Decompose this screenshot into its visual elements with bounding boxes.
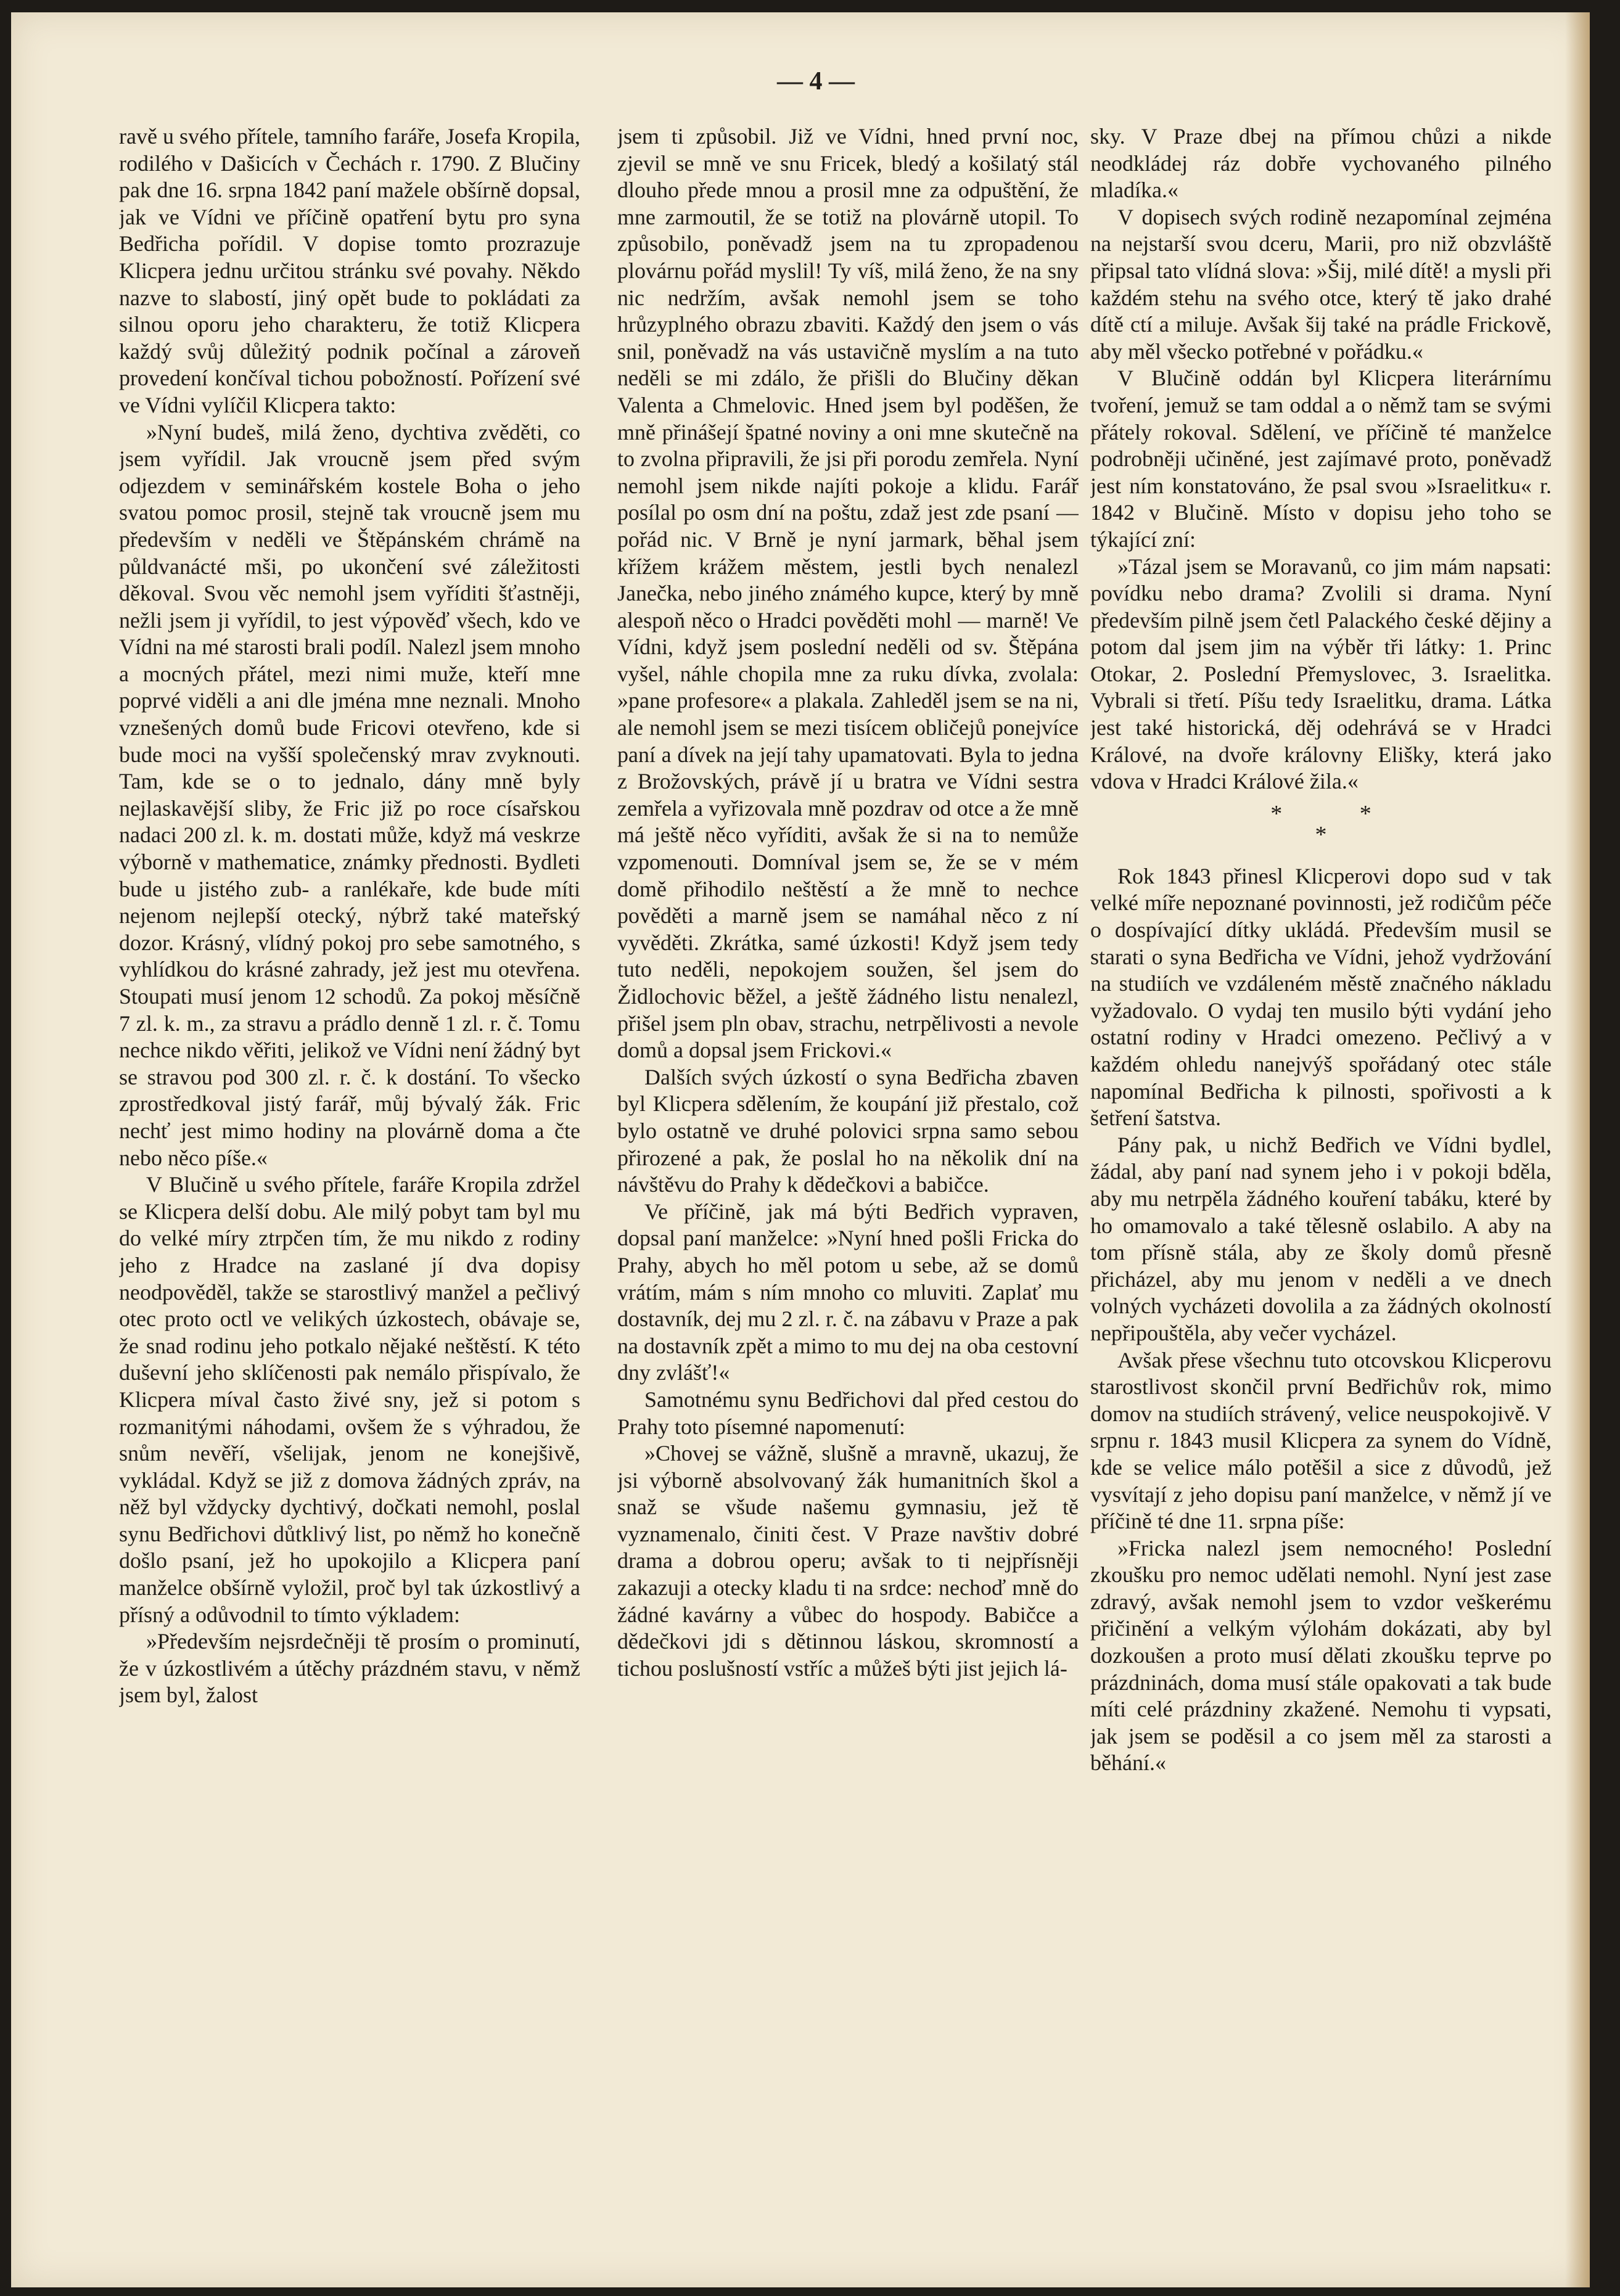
paragraph: ravě u svého přítele, tamního faráře, Josefa Kropila, rodilého v Dašicích v Čechách r. 1790. Z Blučiny pak dne 16. srpna 1842 paní mažele obšírně dopsal, jak ve Vídni ve příčině opatření bytu pro syna Bedřicha pořídil. V dopise tomto prozrazuje Klicpera jednu určitou stránku své povahy. Někdo nazve to slabostí, jiný opět bude to pokládati za silnou oporu jeho charakteru, že totiž Klicpera každý svůj důležitý podnik počínal a zároveň provedení končíval tichou pobožností. Pořízení své ve Vídni vylíčil Klicpera takto:	[119, 124, 580, 417]
paragraph: jsem ti způsobil. Již ve Vídni, hned první noc, zjevil se mně ve snu Fricek, bledý a košilatý stál dlouho přede mnou a prosil mne za odpuštění, že mne zarmoutil, že se totiž na plovárně utopil. To způsobilo, poněvadž jsem na tu zpropadenou plovárnu pořád myslil! Ty víš, milá ženo, že na sny nic nedržím, avšak nemohl jsem se toho hrůzyplného obrazu zbaviti. Každý den jsem o vás snil, poněvadž na vás ustavičně myslím a na tuto neděli se mi zdálo, že přišli do Blučiny děkan Valenta a Chmelovic. Hned jsem byl poděšen, že mně přinášejí špatné noviny a oni mne skutečně na to zvolna připravili, že jsi při porodu zemřela. Nyní nemohl jsem nikde najíti pokoje a klidu. Farář posílal po osm dní na poštu, zdaž jest zde psaní — pořád nic. V Brně je nyní jarmark, běhal jsem křížem krážem městem, jestli bych nenalezl Janečka, nebo jiného známého kupce, který by mně alespoň něco o Hradci pověděti mohl — marně! Ve Vídni, když jsem poslední neděli od sv. Štěpána vyšel, náhle chopila mne za ruku dívka, zvolala: »pane profesore« a plakala. Zahleděl jsem se na ni, ale nemohl jsem se mezi tisícem obličejů ponejvíce paní a dívek na její tahy upamatovati. Byla to jedna z Brožovských, právě jí u bratra ve Vídni sestra zemřela a vyřizovala mně pozdrav od otce a že mně má ještě něco vyříditi, avšak že si na to nemůže vzpomenouti. Domníval jsem se, že se v mém domě přihodilo neštěstí a že mně to nechce pověděti a marně jsem se namáhal něco z ní vyvěděti. Zkrátka, samé úzkosti! Když jsem tedy tuto neděli, nepokojem soužen, šel jsem do Židlochovic běžel, a ještě žádného listu nenalezl, přišel jsem pln obav, strachu, netrpělivosti a nevole domů a dopsal jsem Frickovi.«	[617, 124, 1079, 1063]
asterisk: *	[1270, 800, 1283, 827]
text-column-middle	[617, 123, 1079, 2158]
paragraph: V dopisech svých rodině nezapomínal zejména na nejstarší svou dceru, Marii, pro niž obzvláště připsal tato vlídná slova: »Šij, milé dítě! a mysli při každém stehu na svého otce, který tě jako drahé dítě ctí a miluje. Avšak šij také na prádle Frickově, aby měl všecko potřebné v pořádku.«	[1090, 204, 1552, 364]
text-column-left	[119, 123, 580, 2158]
paragraph: Samotnému synu Bedřichovi dal před cestou do Prahy toto písemné napomenutí:	[617, 1387, 1079, 1439]
paragraph: Pány pak, u nichž Bedřich ve Vídni bydlel, žádal, aby paní nad synem jeho i v pokoji bděla, aby mu netrpěla žádného kouření tabáku, které by ho omamovalo a také tělesně oslabilo. A aby na tom přísně stála, aby ze školy domů přesně přicházel, aby mu jenom v neděli a ve dnech volných vycházeti dovolila a za žádných okolností nepřipouštěla, aby večer vycházel.	[1090, 1132, 1552, 1345]
paragraph: »Nyní budeš, milá ženo, dychtiva zvěděti, co jsem vyřídil. Jak vroucně jsem před svým odjezdem v seminářském kostele Boha o jeho svatou pomoc prosil, stejně tak vroucně jsem mu především v neděli ve Štěpánském chrámě na půldvanácté mši, po ukončení své záležitosti děkoval. Svou věc nemohl jsem vyříditi šťastněji, nežli jsem ji vyřídil, to jest výpověď všech, kdo ve Vídni na mé starosti brali podíl. Nalezl jsem mnoho a mocných přátel, mezi nimi muže, kteří mne poprvé viděli a ani dle jména mne neznali. Mnoho vznešených domů bude Fricovi otevřeno, kde si bude moci na vyšší společenský mrav zvyknouti. Tam, kde se o to jednalo, dány mně byly nejlaskavější sliby, že Fric již po roce císařskou nadaci 200 zl. k. m. dostati může, když má veskrze výborně v mathematice, známky přednosti. Bydleti bude u jistého zub- a ranlékaře, kde bude míti nejenom nejlepší otecký, nýbrž také mateřský dozor. Krásný, vlídný pokoj pro sebe samotného, s vyhlídkou do krásné zahrady, jež jest mu otevřena. Stoupati musí jenom 12 schodů. Za pokoj měsíčně 7 zl. k. m., za stravu a prádlo denně 1 zl. r. č. Tomu nechce nikdo věřiti, jelikož ve Vídni není žádný byt se stravou pod 300 zl. r. č. k dostání. To všecko zprostředkoval jistý farář, můj bývalý žák. Fric nechť jest mimo hodiny na plovárně doma a čte nebo něco píše.«	[119, 419, 580, 1170]
text-column-right	[1090, 123, 1552, 2158]
asterisk: *	[1315, 821, 1327, 848]
paragraph: Rok 1843 přinesl Klicperovi dopo sud v tak velké míře nepoznané povinnosti, jež rodičům péče o dospívající dítky ukládá. Především musil se starati o syna Bedřicha ve Vídni, jehož vydržování na studiích ve vzdáleném městě značného nákladu vyžadovalo. O vydaj ten musilo býti vydání jeho ostatní rodiny v Hradci omezeno. Pečlivý a v každém ohledu nanejvýš spořádaný otec stále napomínal Bedřicha k pilnosti, spořivosti a k šetření šatstva.	[1090, 863, 1552, 1131]
paragraph: Ve příčině, jak má býti Bedřich vypraven, dopsal paní manželce: »Nyní hned pošli Fricka do Prahy, abych ho měl potom u sebe, až se domů vrátím, mám s ním mnoho co mluviti. Zaplať mu dostavník, dej mu 2 zl. r. č. na zábavu v Praze a pak na dostavník zpět a mimo to mu dej na oba cestovní dny zvlášť!«	[617, 1199, 1079, 1385]
paragraph: »Fricka nalezl jsem nemocného! Poslední zkoušku pro nemoc udělati nemohl. Nyní jest zase zdravý, avšak nemohl jsem to vzdor veškerému přičinění a velkým výlohám dokázati, aby byl dozkoušen a proto musí dělati zkoušku teprve po prázdninách, doma musí stále opakovati a tak bude míti celé prázdniny zkažené. Nemohu ti vypsati, jak jsem se poděsil a co jsem měl za starosti a běhání.«	[1090, 1535, 1552, 1776]
paragraph: »Především nejsrdečněji tě prosím o prominutí, že v úzkostlivém a útěchy prázdném stavu, v němž jsem byl, žalost	[119, 1629, 580, 1708]
paragraph: sky. V Praze dbej na přímou chůzi a nikde neodkládej ráz dobře vychovaného pilného mladíka.«	[1090, 124, 1552, 203]
asterisk: *	[1359, 800, 1371, 827]
section-divider-asterism	[1090, 802, 1552, 847]
paragraph: Dalších svých úzkostí o syna Bedřicha zbaven byl Klicpera sdělením, že koupání již přestalo, což bylo ostatně ve druhé polovici srpna samo sebou přirozené a pak, že poslal ho na několik dní na návštěvu do Prahy k dědečkovi a babičce.	[617, 1064, 1079, 1197]
paragraph: »Tázal jsem se Moravanů, co jim mám napsati: povídku nebo drama? Zvolili si drama. Nyní především pilně jsem četl Palackého české dějiny a potom dal jsem jim na výběr tři látky: 1. Princ Otokar, 2. Poslední Přemyslovec, 3. Israelitka. Vybrali si třetí. Píšu tedy Israelitku, drama. Látka jest také historická, děj odehrává se v Hradci Králové, na dvoře královny Elišky, která jako vdova v Hradci Králové žila.«	[1090, 554, 1552, 794]
paragraph: V Blučině u svého přítele, faráře Kropila zdržel se Klicpera delší dobu. Ale milý pobyt tam byl mu do velké míry ztrpčen tím, že mu nikdo z rodiny jeho z Hradce na zaslané jí dva dopisy neodpověděl, takže se starostlivý manžel a pečlivý otec proto octl ve velikých úzkostech, obávaje se, že snad rodinu jeho potkalo nějaké neštěstí. K této duševní jeho sklíčenosti pak nemálo přispívalo, že Klicpera míval často živé sny, jež si potom s rozmanitými náhodami, ovšem že s výhradou, že snům nevěří, všelijak, jenom ne konejšivě, vykládal. Když se již z domova žádných zpráv, na něž byl vždycky dychtivý, dočkati nemohl, poslal synu Bedřichovi důtklivý list, po němž ho konečně došlo psaní, jež ho upokojilo a Klicpera paní manželce obšírně vyložil, proč byl tak úzkostlivý a přísný a odůvodnil to tímto výkladem:	[119, 1172, 580, 1627]
paragraph: V Blučině oddán byl Klicpera literárnímu tvoření, jemuž se tam oddal a o němž tam se svými přátely rokoval. Sdělení, ve příčině té manželce podrobněji učiněné, jest zajímavé proto, poněvadž jest ním konstatováno, že psal svou »Israelitku« r. 1842 v Blučině. Místo v dopisu jeho toho se týkající zní:	[1090, 366, 1552, 552]
newspaper-page	[11, 12, 1590, 2287]
page-edge-stain	[1565, 12, 1590, 2287]
page-number: — 4 —	[777, 67, 855, 96]
paragraph: Avšak přese všechnu tuto otcovskou Klicperovu starostlivost skončil první Bedřichův rok, mimo domov na studiích strávený, velice neuspokojivě. V srpnu r. 1843 musil Klicpera za synem do Vídně, kde se velice málo potěšil a sice z důvodů, jež vysvítají z jeho dopisu paní manželce, v němž jí ve příčině té dne 11. srpna píše:	[1090, 1347, 1552, 1534]
paragraph: »Chovej se vážně, slušně a mravně, ukazuj, že jsi výborně absolvovaný žák humanitních škol a snaž se všude našemu gymnasiu, jež tě vyznamenalo, činiti čest. V Praze navštiv dobré drama a dobrou operu; avšak to ti nejpřísněji zakazuji a otecky kladu ti na srdce: nechoď mně do žádné kavárny a vůbec do hospody. Babičce a dědečkovi jdi s dětinnou láskou, skromností a tichou poslušností vstříc a můžeš býti jist jejich lá-	[617, 1441, 1079, 1681]
